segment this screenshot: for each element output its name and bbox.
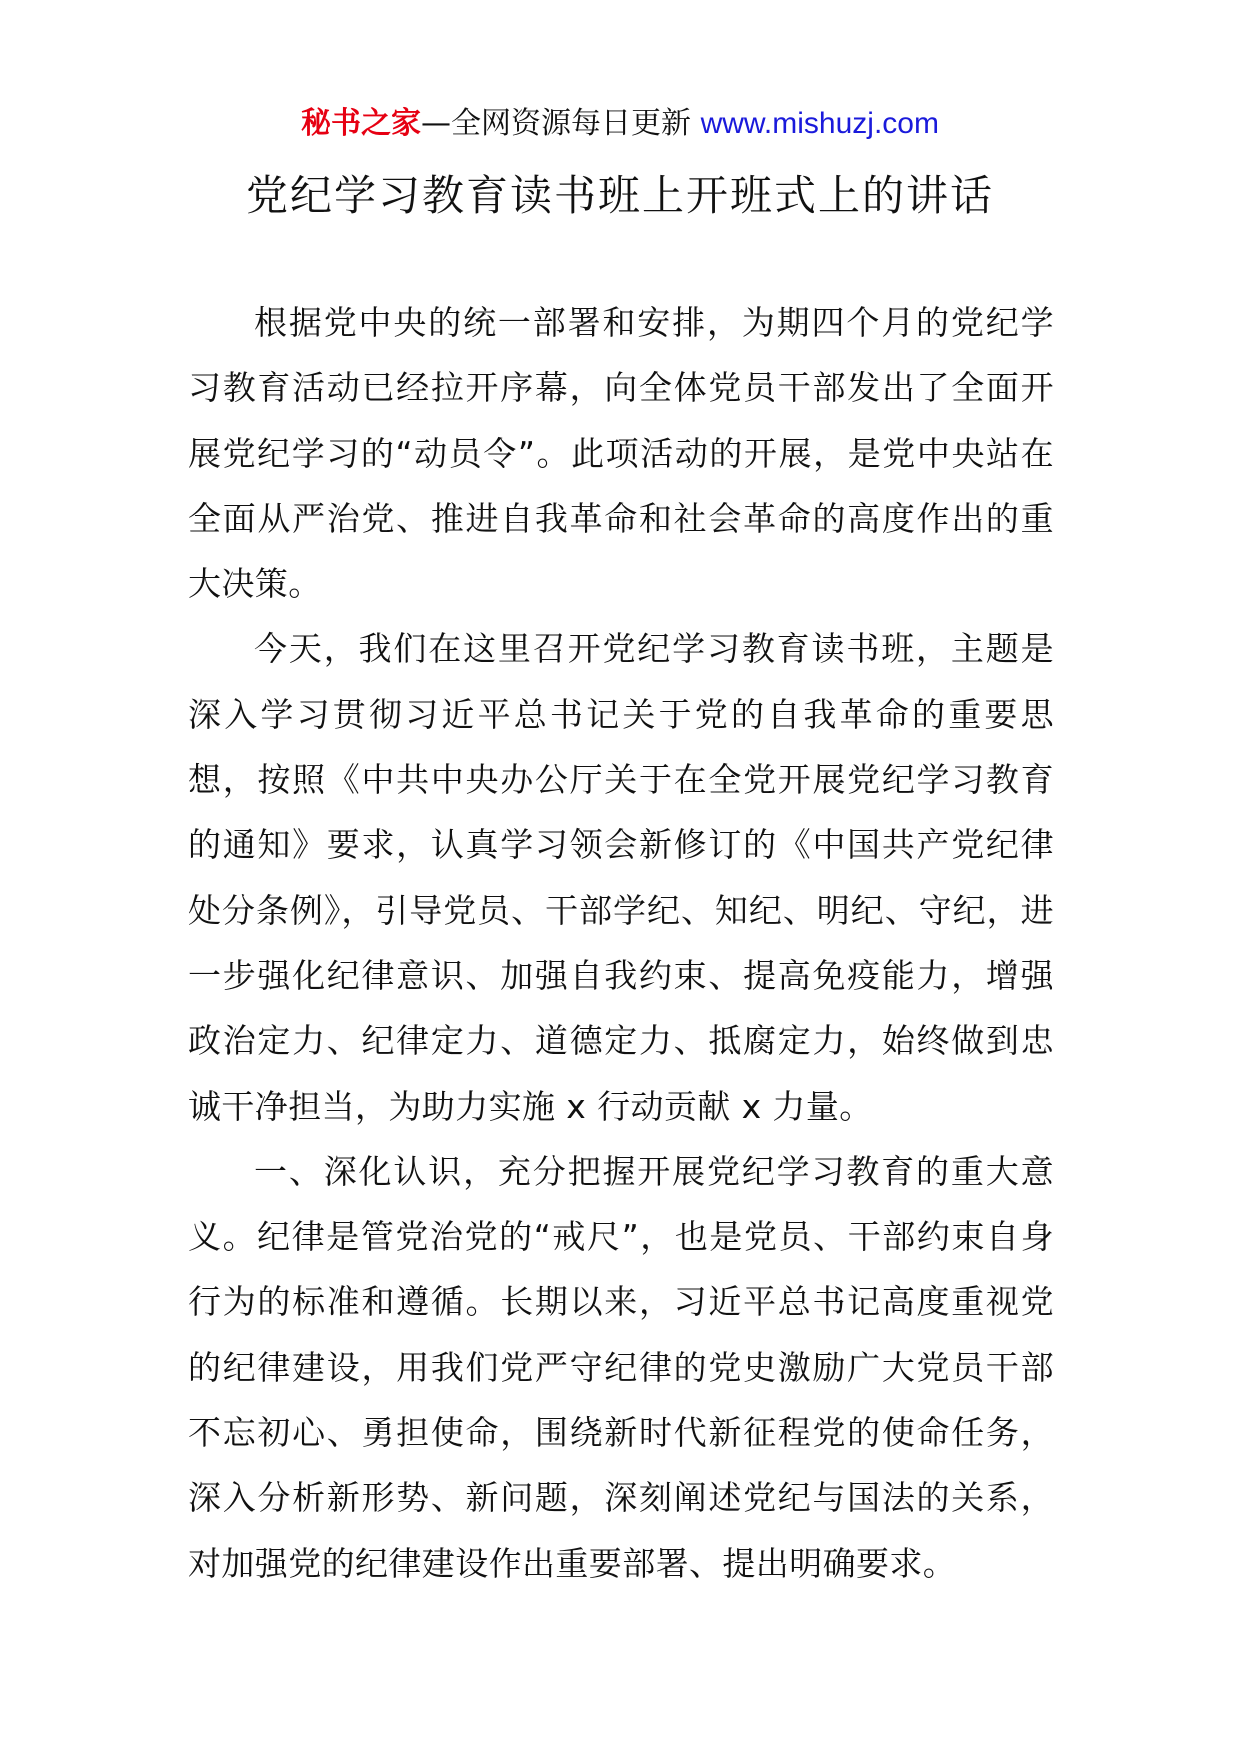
site-url[interactable]: www.mishuzj.com [700,107,939,140]
brand-name: 秘书之家 [301,106,422,141]
site-header [0,104,1240,144]
header-tagline: —全网资源每日更新 [421,106,701,141]
paragraph-2: 今天，我们在这里召开党纪学习教育读书班，主题是深入学习贯彻习近平总书记关于党的自我革命的重要思想，按照《中共中央办公厅关于在全党开展党纪学习教育的通知》要求，认真学习领会新修订的《中国共产党纪律处分条例》，引导党员、干部学纪、知纪、明纪、守纪，进一步强化纪律意识、加强自我约束、提高免疫能力，增强政治定力、纪律定力、道德定力、抵腐定力，始终做到忠诚干净担当，为助力实施 x 行动贡献 x 力量。 [188,629,1054,1126]
paragraph-3: 一、深化认识，充分把握开展党纪学习教育的重大意义。纪律是管党治党的“戒尺”，也是党员、干部约束自身行为的标准和遵循。长期以来，习近平总书记高度重视党的纪律建设，用我们党严守纪律的党史激励广大党员干部不忘初心、勇担使命，围绕新时代新征程党的使命任务，深入分析新形势、新问题，深刻阐述党纪与国法的关系，对加强党的纪律建设作出重要部署、提出明确要求。 [188,1151,1054,1583]
paragraph-1: 根据党中央的统一部署和安排，为期四个月的党纪学习教育活动已经拉开序幕，向全体党员干部发出了全面开展党纪学习的“动员令”。此项活动的开展，是党中央站在全面从严治党、推进自我革命和社会革命的高度作出的重大决策。 [188,303,1054,604]
document-body [188,290,1054,1596]
document-title: 党纪学习教育读书班上开班式上的讲话 [245,171,994,220]
